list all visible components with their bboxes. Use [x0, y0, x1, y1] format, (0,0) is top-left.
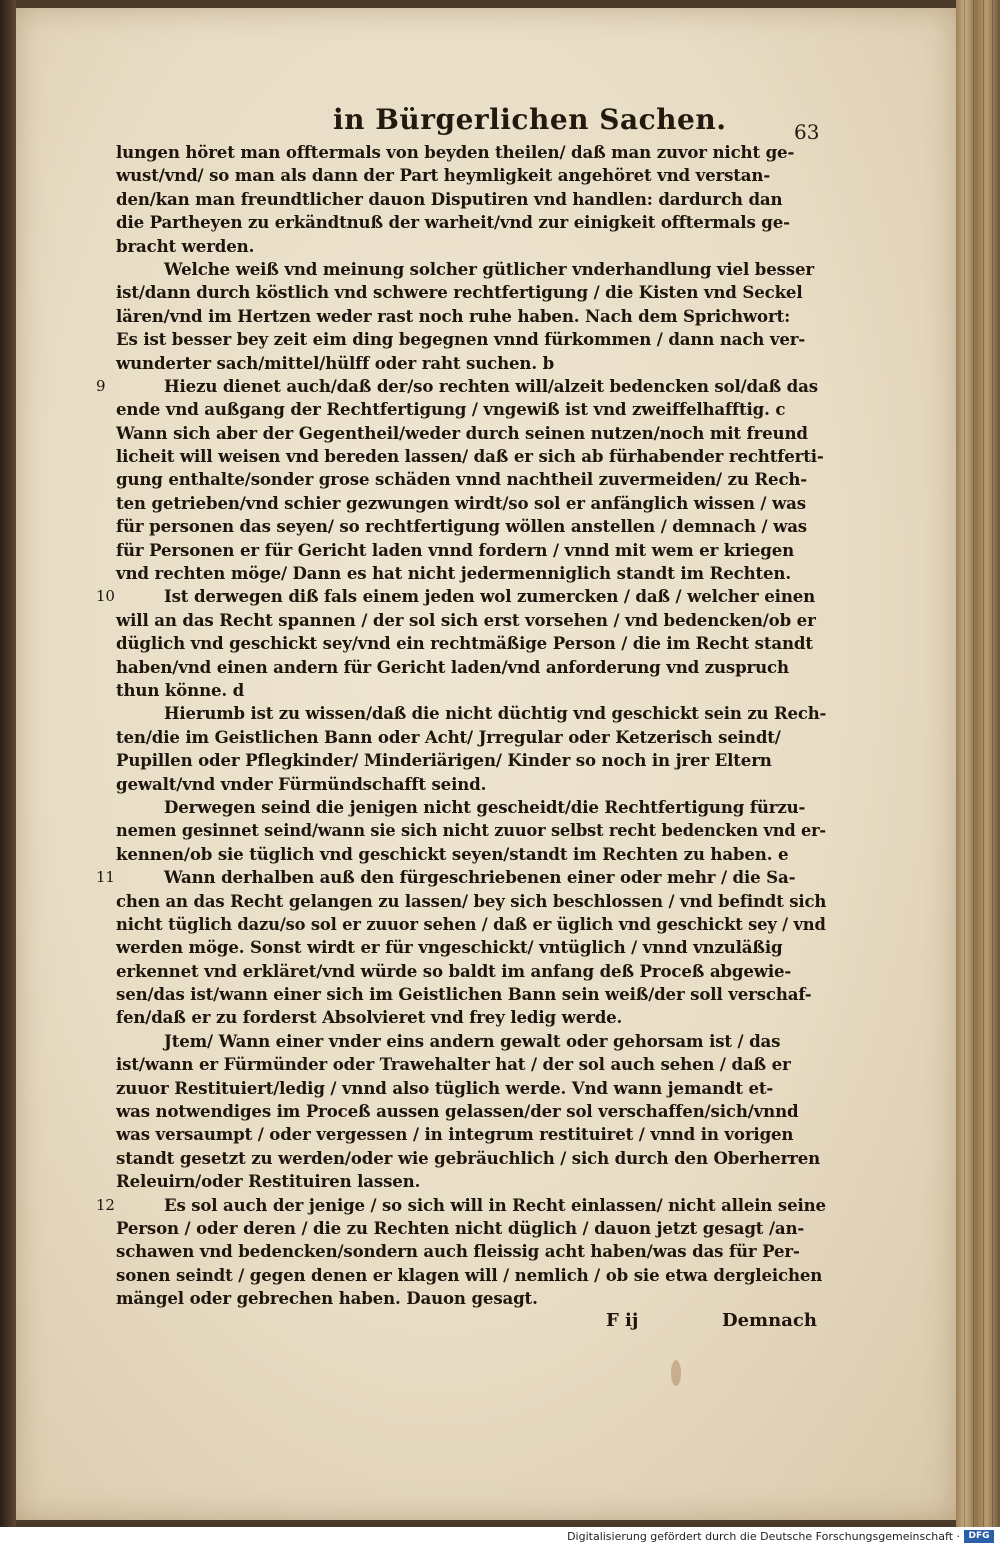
line-text: standt gesetzt zu werden/oder wie gebräuchlich / sich durch den Oberherren	[116, 1147, 821, 1168]
text-line	[116, 515, 826, 538]
text-line	[116, 562, 826, 585]
text-line	[116, 258, 826, 281]
text-line	[116, 1147, 826, 1170]
text-line	[116, 281, 826, 304]
line-text: Pupillen oder Pflegkinder/ Minderiärigen/ Kinder so noch in jrer Eltern	[116, 750, 772, 771]
text-line	[116, 305, 826, 328]
catchword: Demnach	[722, 1310, 817, 1331]
line-text: sen/das ist/wann einer sich im Geistlichen Bann sein weiß/der soll verschaf-	[116, 984, 812, 1005]
text-line	[116, 235, 826, 258]
line-text: kennen/ob sie tüglich vnd geschickt seyen/standt im Rechten zu haben. e	[116, 843, 789, 864]
book-fore-edge	[956, 0, 1000, 1527]
line-text: Person / oder deren / die zu Rechten nicht düglich / dauon jetzt gesagt /an-	[116, 1217, 805, 1238]
line-text: ist/dann durch köstlich vnd schwere rechtfertigung / die Kisten vnd Seckel	[116, 282, 803, 303]
line-text: Es ist besser bey zeit eim ding begegnen vnnd fürkommen / dann nach ver-	[116, 329, 806, 350]
text-line	[116, 492, 826, 515]
text-line	[116, 352, 826, 375]
book-page	[16, 8, 956, 1520]
text-line	[116, 164, 826, 187]
text-line	[116, 1287, 826, 1310]
line-text: lären/vnd im Hertzen weder rast noch ruhe haben. Nach dem Sprichwort:	[116, 305, 791, 326]
paper-stain	[671, 1360, 681, 1386]
text-line	[116, 1264, 826, 1287]
text-line	[116, 468, 826, 491]
text-line	[116, 773, 826, 796]
text-line	[116, 445, 826, 468]
text-line	[116, 1030, 826, 1053]
text-line	[116, 679, 826, 702]
line-text: was versaumpt / oder vergessen / in integrum restituiret / vnnd in vorigen	[116, 1124, 794, 1145]
line-text: Wann derhalben auß den fürgeschriebenen einer oder mehr / die Sa-	[164, 867, 796, 888]
line-text: haben/vnd einen andern für Gericht laden/vnd anforderung vnd zuspruch	[116, 656, 789, 677]
line-text: Wann sich aber der Gegentheil/weder durch seinen nutzen/noch mit freund	[116, 422, 808, 443]
text-line	[116, 1100, 826, 1123]
dfg-logo[interactable]: DFG	[964, 1530, 994, 1543]
text-line	[116, 398, 826, 421]
margin-number: 12	[96, 1195, 115, 1214]
running-head: in Bürgerlichen Sachen.	[333, 103, 727, 136]
text-line	[116, 632, 826, 655]
line-text: wust/vnd/ so man als dann der Part heymligkeit angehöret vnd verstan-	[116, 165, 771, 186]
text-line	[96, 1194, 826, 1217]
credit-bar	[0, 1527, 1000, 1547]
line-text: nemen gesinnet seind/wann sie sich nicht zuuor selbst recht bedencken vnd er-	[116, 820, 826, 841]
line-text: werden möge. Sonst wirdt er für vngeschickt/ vntüglich / vnnd vnzuläßig	[116, 937, 783, 958]
text-line	[116, 726, 826, 749]
text-line	[116, 656, 826, 679]
text-line	[116, 749, 826, 772]
text-line	[96, 585, 826, 608]
line-text: ende vnd außgang der Rechtfertigung / vngewiß ist vnd zweiffelhafftig. c	[116, 399, 786, 420]
page-number: 63	[794, 120, 820, 144]
line-text: was notwendiges im Proceß aussen gelassen/der sol verschaffen/sich/vnnd	[116, 1101, 799, 1122]
text-line	[96, 866, 826, 889]
text-line	[116, 1170, 826, 1193]
line-text: licheit will weisen vnd bereden lassen/ daß er sich ab fürhabender rechtferti-	[116, 446, 824, 467]
text-line	[96, 375, 826, 398]
text-line	[116, 141, 826, 164]
line-text: gung enthalte/sonder grose schäden vnnd nachtheil zuvermeiden/ zu Rech-	[116, 469, 808, 490]
line-text: für personen das seyen/ so rechtfertigung wöllen anstellen / demnach / was	[116, 516, 807, 537]
line-text: die Partheyen zu erkändtnuß der warheit/vnd zur einigkeit offtermals ge-	[116, 212, 790, 233]
line-text: Es sol auch der jenige / so sich will in Recht einlassen/ nicht allein seine	[164, 1194, 826, 1215]
line-text: ist/wann er Fürmünder oder Trawehalter hat / der sol auch sehen / daß er	[116, 1054, 791, 1075]
line-text: mängel oder gebrechen haben. Dauon gesagt.	[116, 1288, 538, 1309]
line-text: den/kan man freundtlicher dauon Disputiren vnd handlen: dardurch dan	[116, 188, 783, 209]
text-line	[116, 539, 826, 562]
line-text: will an das Recht spannen / der sol sich erst vorsehen / vnd bedencken/ob er	[116, 609, 816, 630]
line-text: chen an das Recht gelangen zu lassen/ bey sich beschlossen / vnd befindt sich	[116, 890, 827, 911]
line-text: gewalt/vnd vnder Fürmündschafft seind.	[116, 773, 487, 794]
margin-number: 9	[96, 376, 106, 395]
line-text: schawen vnd bedencken/sondern auch fleissig acht haben/was das für Per-	[116, 1241, 800, 1262]
text-line	[116, 936, 826, 959]
credit-text: Digitalisierung gefördert durch die Deutsche Forschungsgemeinschaft ·	[567, 1530, 960, 1543]
signature-mark: F ij	[606, 1310, 639, 1331]
text-line	[116, 796, 826, 819]
text-line	[116, 1217, 826, 1240]
line-text: nicht tüglich dazu/so sol er zuuor sehen / daß er üglich vnd geschickt sey / vnd	[116, 913, 826, 934]
text-line	[116, 1053, 826, 1076]
line-text: Releuirn/oder Restituiren lassen.	[116, 1171, 421, 1192]
line-text: für Personen er für Gericht laden vnnd fordern / vnnd mit wem er kriegen	[116, 539, 795, 560]
text-line	[116, 422, 826, 445]
line-text: Hiezu dienet auch/daß der/so rechten will/alzeit bedencken sol/daß das	[164, 375, 818, 396]
line-text: Hierumb ist zu wissen/daß die nicht düchtig vnd geschickt sein zu Rech-	[164, 703, 827, 724]
text-line	[116, 843, 826, 866]
line-text: lungen höret man offtermals von beyden theilen/ daß man zuvor nicht ge-	[116, 142, 795, 162]
margin-number: 10	[96, 587, 115, 606]
text-line	[116, 1240, 826, 1263]
text-line	[116, 983, 826, 1006]
text-line	[116, 913, 826, 936]
line-text: fen/daß er zu forderst Absolvieret vnd frey ledig werde.	[116, 1007, 623, 1028]
line-text: zuuor Restituiert/ledig / vnnd also tüglich werde. Vnd wann jemandt et-	[116, 1077, 774, 1098]
text-line	[116, 1123, 826, 1146]
line-text: sonen seindt / gegen denen er klagen will / nemlich / ob sie etwa dergleichen	[116, 1264, 823, 1285]
text-line	[116, 960, 826, 983]
line-text: erkennet vnd erkläret/vnd würde so baldt im anfang deß Proceß abgewie-	[116, 960, 792, 981]
text-line	[116, 609, 826, 632]
text-line	[116, 890, 826, 913]
binding-strip	[0, 0, 16, 1527]
line-text: Derwegen seind die jenigen nicht gescheidt/die Rechtfertigung fürzu-	[164, 796, 806, 817]
text-line	[116, 188, 826, 211]
line-text: thun könne. d	[116, 679, 245, 700]
line-text: vnd rechten möge/ Dann es hat nicht jedermenniglich standt im Rechten.	[116, 563, 791, 584]
text-line	[116, 1077, 826, 1100]
line-text: düglich vnd geschickt sey/vnd ein rechtmäßige Person / die im Recht standt	[116, 633, 813, 654]
line-text: wunderter sach/mittel/hülff oder raht suchen. b	[116, 352, 555, 373]
text-line	[116, 1006, 826, 1029]
line-text: ten getrieben/vnd schier gezwungen wirdt/so sol er anfänglich wissen / was	[116, 492, 806, 513]
line-text: Welche weiß vnd meinung solcher gütlicher vnderhandlung viel besser	[164, 258, 814, 279]
line-text: Jtem/ Wann einer vnder eins andern gewalt oder gehorsam ist / das	[164, 1030, 781, 1051]
line-text: Ist derwegen diß fals einem jeden wol zumercken / daß / welcher einen	[164, 586, 816, 607]
line-text: bracht werden.	[116, 235, 255, 256]
text-line	[116, 211, 826, 234]
margin-number: 11	[96, 868, 115, 887]
page-text	[96, 141, 827, 1311]
text-line	[116, 819, 826, 842]
text-line	[116, 702, 826, 725]
text-line	[116, 328, 826, 351]
line-text: ten/die im Geistlichen Bann oder Acht/ Jrregular oder Ketzerisch seindt/	[116, 726, 781, 747]
